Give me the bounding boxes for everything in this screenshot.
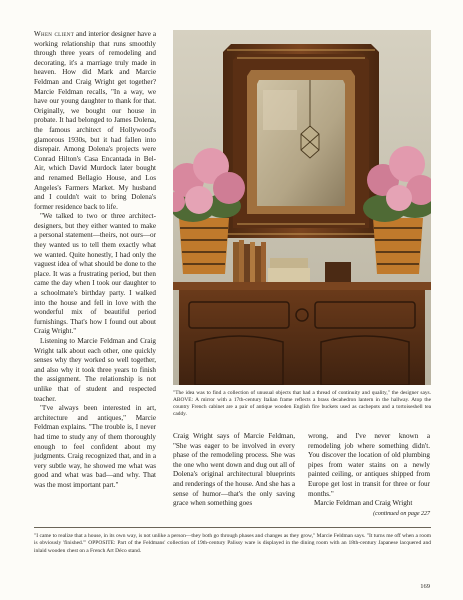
page-number: 169 bbox=[420, 583, 430, 590]
hallway-photo bbox=[173, 30, 431, 385]
article-paragraph: Marcie Feldman and Craig Wright bbox=[314, 499, 413, 508]
photo-caption: "The idea was to find a collection of unusual objects that had a thread of continuity and quality," the designer says. ABOVE: A mirror with a 17th-century Italian frame reflects a brass decahedron lantern in the hallway. Atop the country French cabinet are a pair of antique wooden English fire buckets used as cachepots and a tortoiseshell tea caddy. bbox=[173, 390, 431, 418]
lead-in: When client bbox=[34, 30, 75, 38]
article-right-column bbox=[308, 432, 430, 519]
article-middle-column bbox=[173, 432, 295, 509]
right-fire-bucket bbox=[373, 218, 423, 274]
article-paragraph: Listening to Marcie Feldman and Craig Wright talk about each other, one quickly senses why they worked so well together, and also why it took three years to finish the assignment. The relationship is not unlike that of student and respected teacher. bbox=[34, 337, 156, 403]
article-paragraph: Craig Wright says of Marcie Feldman, "She was eager to be involved in every phase of the remodeling process. She was the one who went down and dug out all of Dolena's original architectural blueprints and renderings of the house. And she has a sense of humor—that's the only saving grace when something goes bbox=[173, 432, 295, 508]
article-left-column bbox=[34, 30, 156, 491]
article-paragraph: When client and interior designer have a working relationship that runs smoothly through three years of remodeling and decorating, it's a marriage truly made in heaven. How did Mark and Marcie Feldman and Craig Wright get together? Marcie Feldman recalls, "In a way, we have our young daughter to thank for that. Originally, we bought our house in probate. It had belonged to James Dolena, the famous architect of Hollywood's glamorous 1930s, but it had fallen into disrepair. Among Dolena's projects were Conrad Hilton's Casa Encantada in Bel-Air, which David Murdock later bought and renamed Bellagio House, and Los Angeles's Farmers Market. My husband and I couldn't wait to bring Dolena's former residence back to life. bbox=[34, 30, 156, 211]
tea-caddy bbox=[325, 262, 351, 282]
article-paragraph: wrong, and I've never known a remodeling job where something didn't. You discover the location of old plumbing pipes from water stains on a newly painted ceiling, or antiques shipped from Europe get lost in transit for three or four months." bbox=[308, 432, 430, 498]
opposite-page-caption: "I came to realize that a house, in its own way, is not unlike a person—they both go through phases and changes as they grow," Marcie Feldman says. "It turns me off when a room is obviously 'finished.'" OPPOSITE: Part of the Feldmans' collection of 19th-century Palissy ware is displayed in the dining room with an 18th-century Japanese lacquered and inlaid wooden chest on a French Art Déco stand. bbox=[34, 533, 431, 554]
article-paragraph: "We talked to two or three architect-designers, but they either wanted to make a personal statement—theirs, not ours—or they wanted us to tell them exactly what we wanted. Quite honestly, I had only the vaguest idea of what should be done to the place. It was a frustrating period, but then came the day when I took our daughter to a schoolmate's birthday party. I walked into the house and fell in love with the wonderful mix of beautiful period furnishings. That's how I found out about Craig Wright." bbox=[34, 212, 156, 336]
continued-note: (continued on page 227 bbox=[373, 510, 430, 517]
caption-divider bbox=[34, 527, 431, 528]
left-fire-bucket bbox=[179, 218, 229, 274]
article-paragraph: "I've always been interested in art, architecture and antiques," Marcie Feldman explains. "The trouble is, I never had time to study any of them thoroughly enough to feel confident about my judgments. Craig recognized that, and in a very subtle way, he showed me what was good and what was bad—and why. That was the most important part." bbox=[34, 404, 156, 489]
